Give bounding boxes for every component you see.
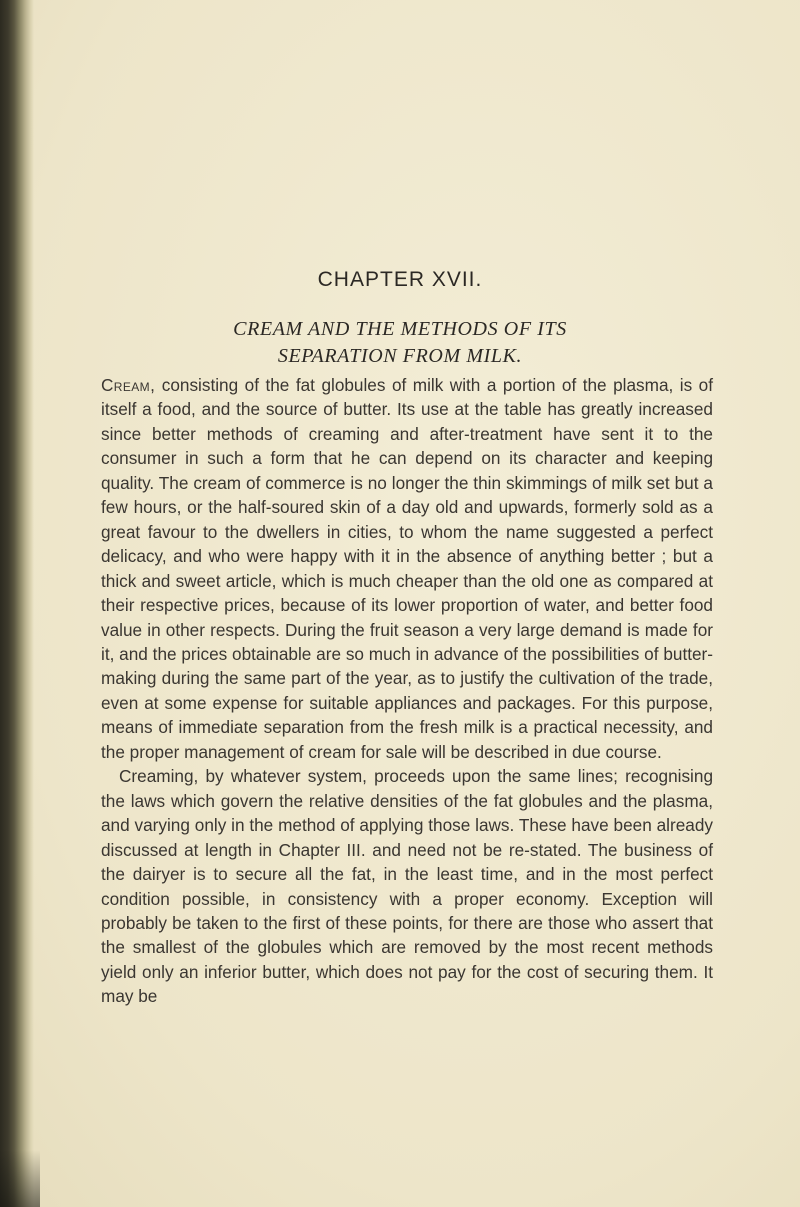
chapter-title-line-1: CREAM AND THE METHODS OF ITS xyxy=(233,318,567,340)
paragraph-1 xyxy=(101,373,713,764)
chapter-title xyxy=(0,316,800,370)
binding-shadow xyxy=(0,1150,40,1207)
paragraph-lead-word: Cream, xyxy=(101,375,156,395)
paragraph-2: Creaming, by whatever system, proceeds upon the same lines; recognising the laws which govern the relative densities of the fat globules and the plasma, and varying only in the method of applying those laws. These have been already discussed at length in Chapter III. and need not be re-stated. The business of the dairyer is to secure all the fat, in the least time, and in the most perfect condition possible, in consistency with a proper economy. Exception will probably be taken to the first of these points, for there are those who assert that the smallest of the globules which are removed by the most recent methods yield only an inferior butter, which does not pay for the cost of securing them. It may be xyxy=(101,766,713,1007)
book-binding-edge xyxy=(0,0,34,1207)
chapter-title-line-2: SEPARATION FROM MILK. xyxy=(277,345,523,367)
body-text xyxy=(101,373,713,1009)
chapter-heading: CHAPTER XVII. xyxy=(317,268,483,291)
paragraph-1-text: consisting of the fat globules of milk with a portion of the plasma, is of itself a food, and the source of butter. Its use at the table has greatly increased since better methods of creaming and after-treatment have sent it to the consumer in such a form that he can depend on its character and keeping quality. The cream of commerce is no longer the thin skimmings of milk set but a few hours, or the half-soured skin of a day old and upwards, formerly sold as a great favour to the dwellers in cities, to whom the name suggested a perfect delicacy, and who were happy with it in the absence of anything better ; but a thick and sweet article, which is much cheaper than the old one as compared at their respective prices, because of its lower proportion of water, and better food value in other respects. During the fruit season a very large demand is made for it, and the prices obtainable are so much in advance of the possibilities of butter-making during the same part of the year, as to justify the cultivation of the trade, even at some expense for suitable appliances and packages. For this purpose, means of immediate separation from the fresh milk is a practical necessity, and the proper management of cream for sale will be described in due course. xyxy=(101,375,713,762)
